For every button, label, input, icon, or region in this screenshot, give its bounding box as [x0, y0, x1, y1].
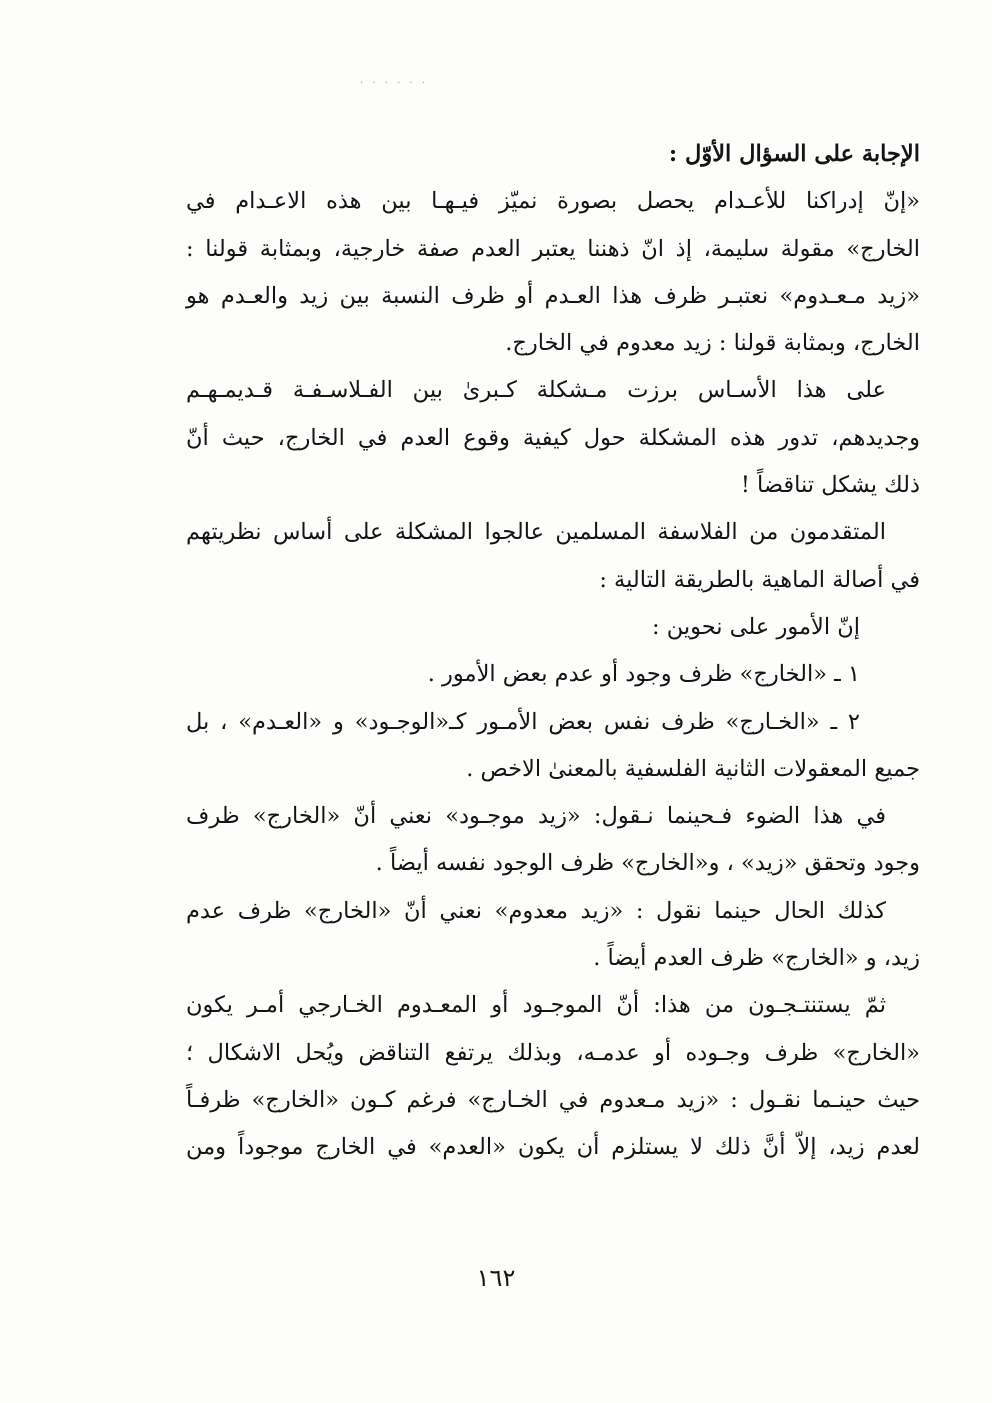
- scan-artifact-dots: · · · · · ·: [360, 78, 428, 89]
- text-line: ذلك يشكل تناقضاً !: [740, 472, 920, 499]
- text-line: المتقدمون من الفلاسفة المسلمين عالجوا المشكلة على أساس نظريتهم: [186, 519, 886, 546]
- text-line: الخارج، وبمثابة قولنا : زيد معدوم في الخارج.: [505, 330, 920, 357]
- text-line: حيث حينـما نقـول : «زيد مـعدوم في الخـارج» فرغم كـون «الخارج» ظرفـاً: [186, 1086, 920, 1113]
- text-line: زيد، و «الخارج» ظرف العدم أيضاً .: [593, 945, 920, 972]
- text-line: ثمّ يستنتـجـون من هذا: أنّ الموجـود أو المعـدوم الخـارجي أمـر يكون: [186, 992, 886, 1019]
- list-item: ١ ـ «الخارج» ظرف وجود أو عدم بعض الأمور .: [427, 661, 860, 688]
- text-line: جميع المعقولات الثانية الفلسفية بالمعنىٰ الاخص .: [466, 755, 920, 782]
- page-number: ١٦٢: [476, 1264, 516, 1292]
- text-line: على هذا الأسـاس برزت مـشكلة كـبرىٰ بين الفـلاسـفـة قـديمـهـم: [186, 377, 886, 404]
- text-line: كذلك الحال حينما نقول : «زيد معدوم» نعني أنّ «الخارج» ظرف عدم: [186, 897, 886, 924]
- text-line: في هذا الضوء فـحينما نـقول: «زيد موجـود» نعني أنّ «الخارج» ظرف: [186, 803, 886, 830]
- list-item: ٢ ـ «الخـارج» ظرف نفس بعض الأمـور كـ«الوجـود» و «العـدم» ، بل: [186, 708, 860, 735]
- text-line: «زيد مـعـدوم» نعتبـر ظرف هذا العـدم أو ظرف النسبة بين زيد والعـدم هو: [186, 282, 920, 309]
- text-line: «إنّ إدراكنا للأعـدام يحصل بصورة نميّز فيـهـا بين هذه الاعـدام في: [186, 188, 920, 215]
- text-line: وجديدهم، تدور هذه المشكلة حول كيفية وقوع العدم في الخارج، حيث أنّ: [186, 424, 920, 451]
- text-line: في أصالة الماهية بالطريقة التالية :: [599, 566, 920, 593]
- section-heading: الإجابة على السؤال الأوّل :: [668, 141, 920, 167]
- text-line: وجود وتحقق «زيد» ، و«الخارج» ظرف الوجود نفسه أيضاً .: [375, 850, 920, 877]
- text-line: الخارج» مقولة سليمة، إذ انّ ذهننا يعتبر العدم صفة خارجية، وبمثابة قولنا :: [186, 235, 920, 262]
- text-line: لعدم زيد، إلاّ أنَّ ذلك لا يستلزم أن يكون «العدم» في الخارج موجوداً ومن: [186, 1134, 920, 1161]
- text-line: «الخارج» ظرف وجـوده أو عدمـه، وبذلك يرتفع التناقض ويُحل الاشكال ؛: [186, 1039, 920, 1066]
- body-text: [186, 131, 920, 1172]
- text-line: إنّ الأمور على نحوين :: [651, 613, 860, 640]
